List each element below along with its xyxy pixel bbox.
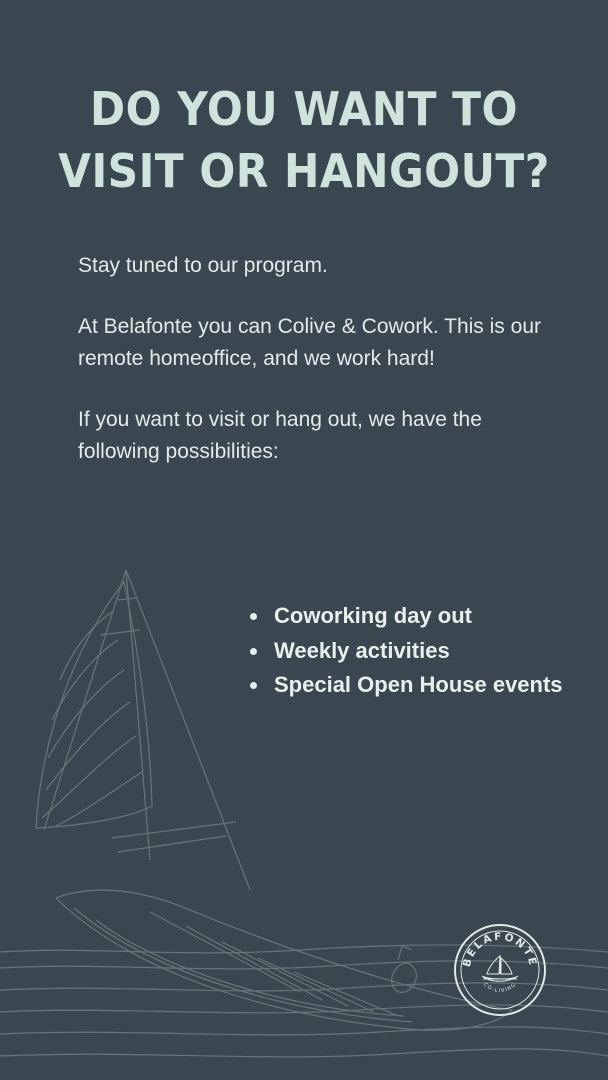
- page-title: [24, 78, 583, 202]
- belafonte-logo: [452, 922, 548, 1018]
- page-title-line-2: VISIT OR HANGOUT?: [58, 144, 550, 199]
- list-item: • Special Open House events: [270, 669, 580, 702]
- page-title-line-1: DO YOU WANT TO: [90, 82, 518, 136]
- logo-name: BELAFONTE: [460, 930, 540, 969]
- paragraph-3: If you want to visit or hang out, we have the following possibilities:: [78, 407, 482, 464]
- possibilities-list: [248, 600, 580, 704]
- svg-text:CO-LIVING: [482, 982, 518, 994]
- sailboat-badge-icon: [482, 955, 518, 981]
- list-item: • Coworking day out: [270, 600, 580, 633]
- paragraph-1: Stay tuned to our program.: [78, 254, 328, 277]
- paragraph-2: At Belafonte you can Colive & Cowork. This is our remote homeoffice, and we work hard!: [78, 314, 541, 371]
- logo-tagline: CO-LIVING: [482, 981, 518, 995]
- body-copy: [78, 250, 548, 469]
- list-item: • Weekly activities: [270, 635, 580, 668]
